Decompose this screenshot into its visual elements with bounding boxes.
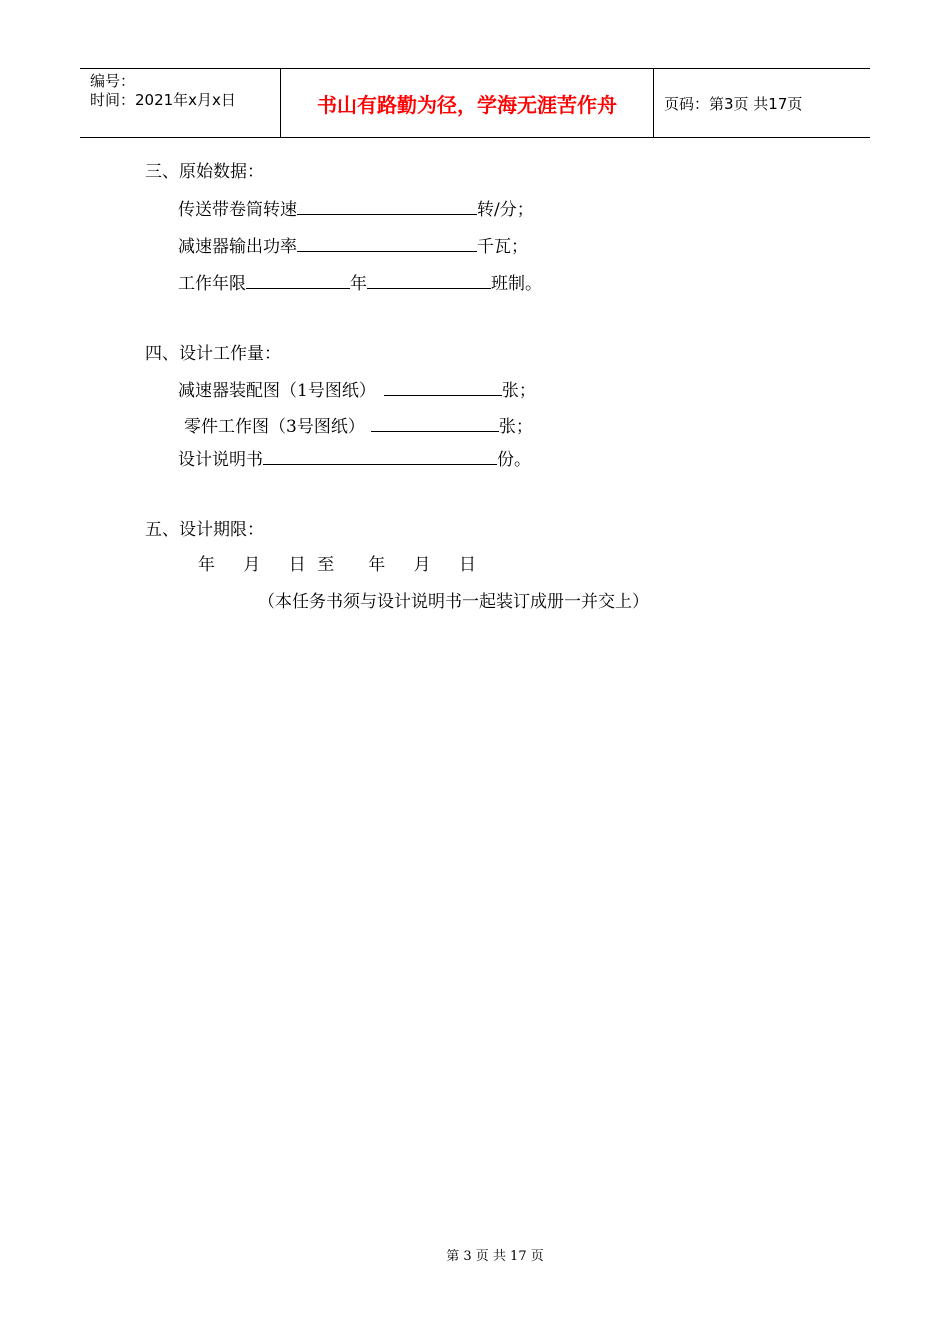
life-label: 工作年限 [178,274,246,294]
header-meta [80,69,281,137]
header-page-label: 页码：第3页 共17页 [664,94,803,113]
page-footer: 第 3 页 共 17 页 [446,1249,544,1264]
manual-row [178,446,531,472]
life-year-unit: 年 [350,274,367,294]
assembly-blank[interactable] [384,377,502,396]
page-header [80,68,870,138]
life-years-blank[interactable] [246,270,350,289]
speed-blank[interactable] [297,196,477,215]
life-shift-unit: 班制。 [491,274,542,294]
part-label: 零件工作图（3号图纸） [184,417,365,437]
speed-label: 传送带卷筒转速 [178,200,297,220]
speed-unit: 转/分； [477,200,534,220]
life-shift-blank[interactable] [367,270,491,289]
section3-title: 三、原始数据： [145,162,264,182]
power-row [178,233,528,259]
manual-label: 设计说明书 [178,450,263,470]
part-row [184,413,533,439]
speed-row [178,196,534,222]
date-range: 年 月 日 至 年 月 日 [198,555,477,575]
power-blank[interactable] [297,233,477,252]
number-label: 编号： [90,72,136,90]
manual-unit: 份。 [497,450,531,470]
life-row [178,270,542,296]
assembly-unit: 张； [501,381,536,401]
assembly-label: 减速器装配图（1号图纸） [178,381,376,401]
power-unit: 千瓦； [477,237,528,257]
manual-blank[interactable] [263,446,497,465]
part-unit: 张； [498,417,533,437]
section5-title: 五、设计期限： [145,520,264,540]
header-motto: 书山有路勤为径，学海无涯苦作舟 [281,69,654,137]
part-blank[interactable] [371,413,499,432]
power-label: 减速器输出功率 [178,237,297,257]
assembly-row [178,377,536,403]
submission-note: （本任务书须与设计说明书一起装订成册一并交上） [258,592,649,612]
time-label: 时间：2021年x月x日 [90,91,236,109]
section4-title: 四、设计工作量： [145,344,281,364]
